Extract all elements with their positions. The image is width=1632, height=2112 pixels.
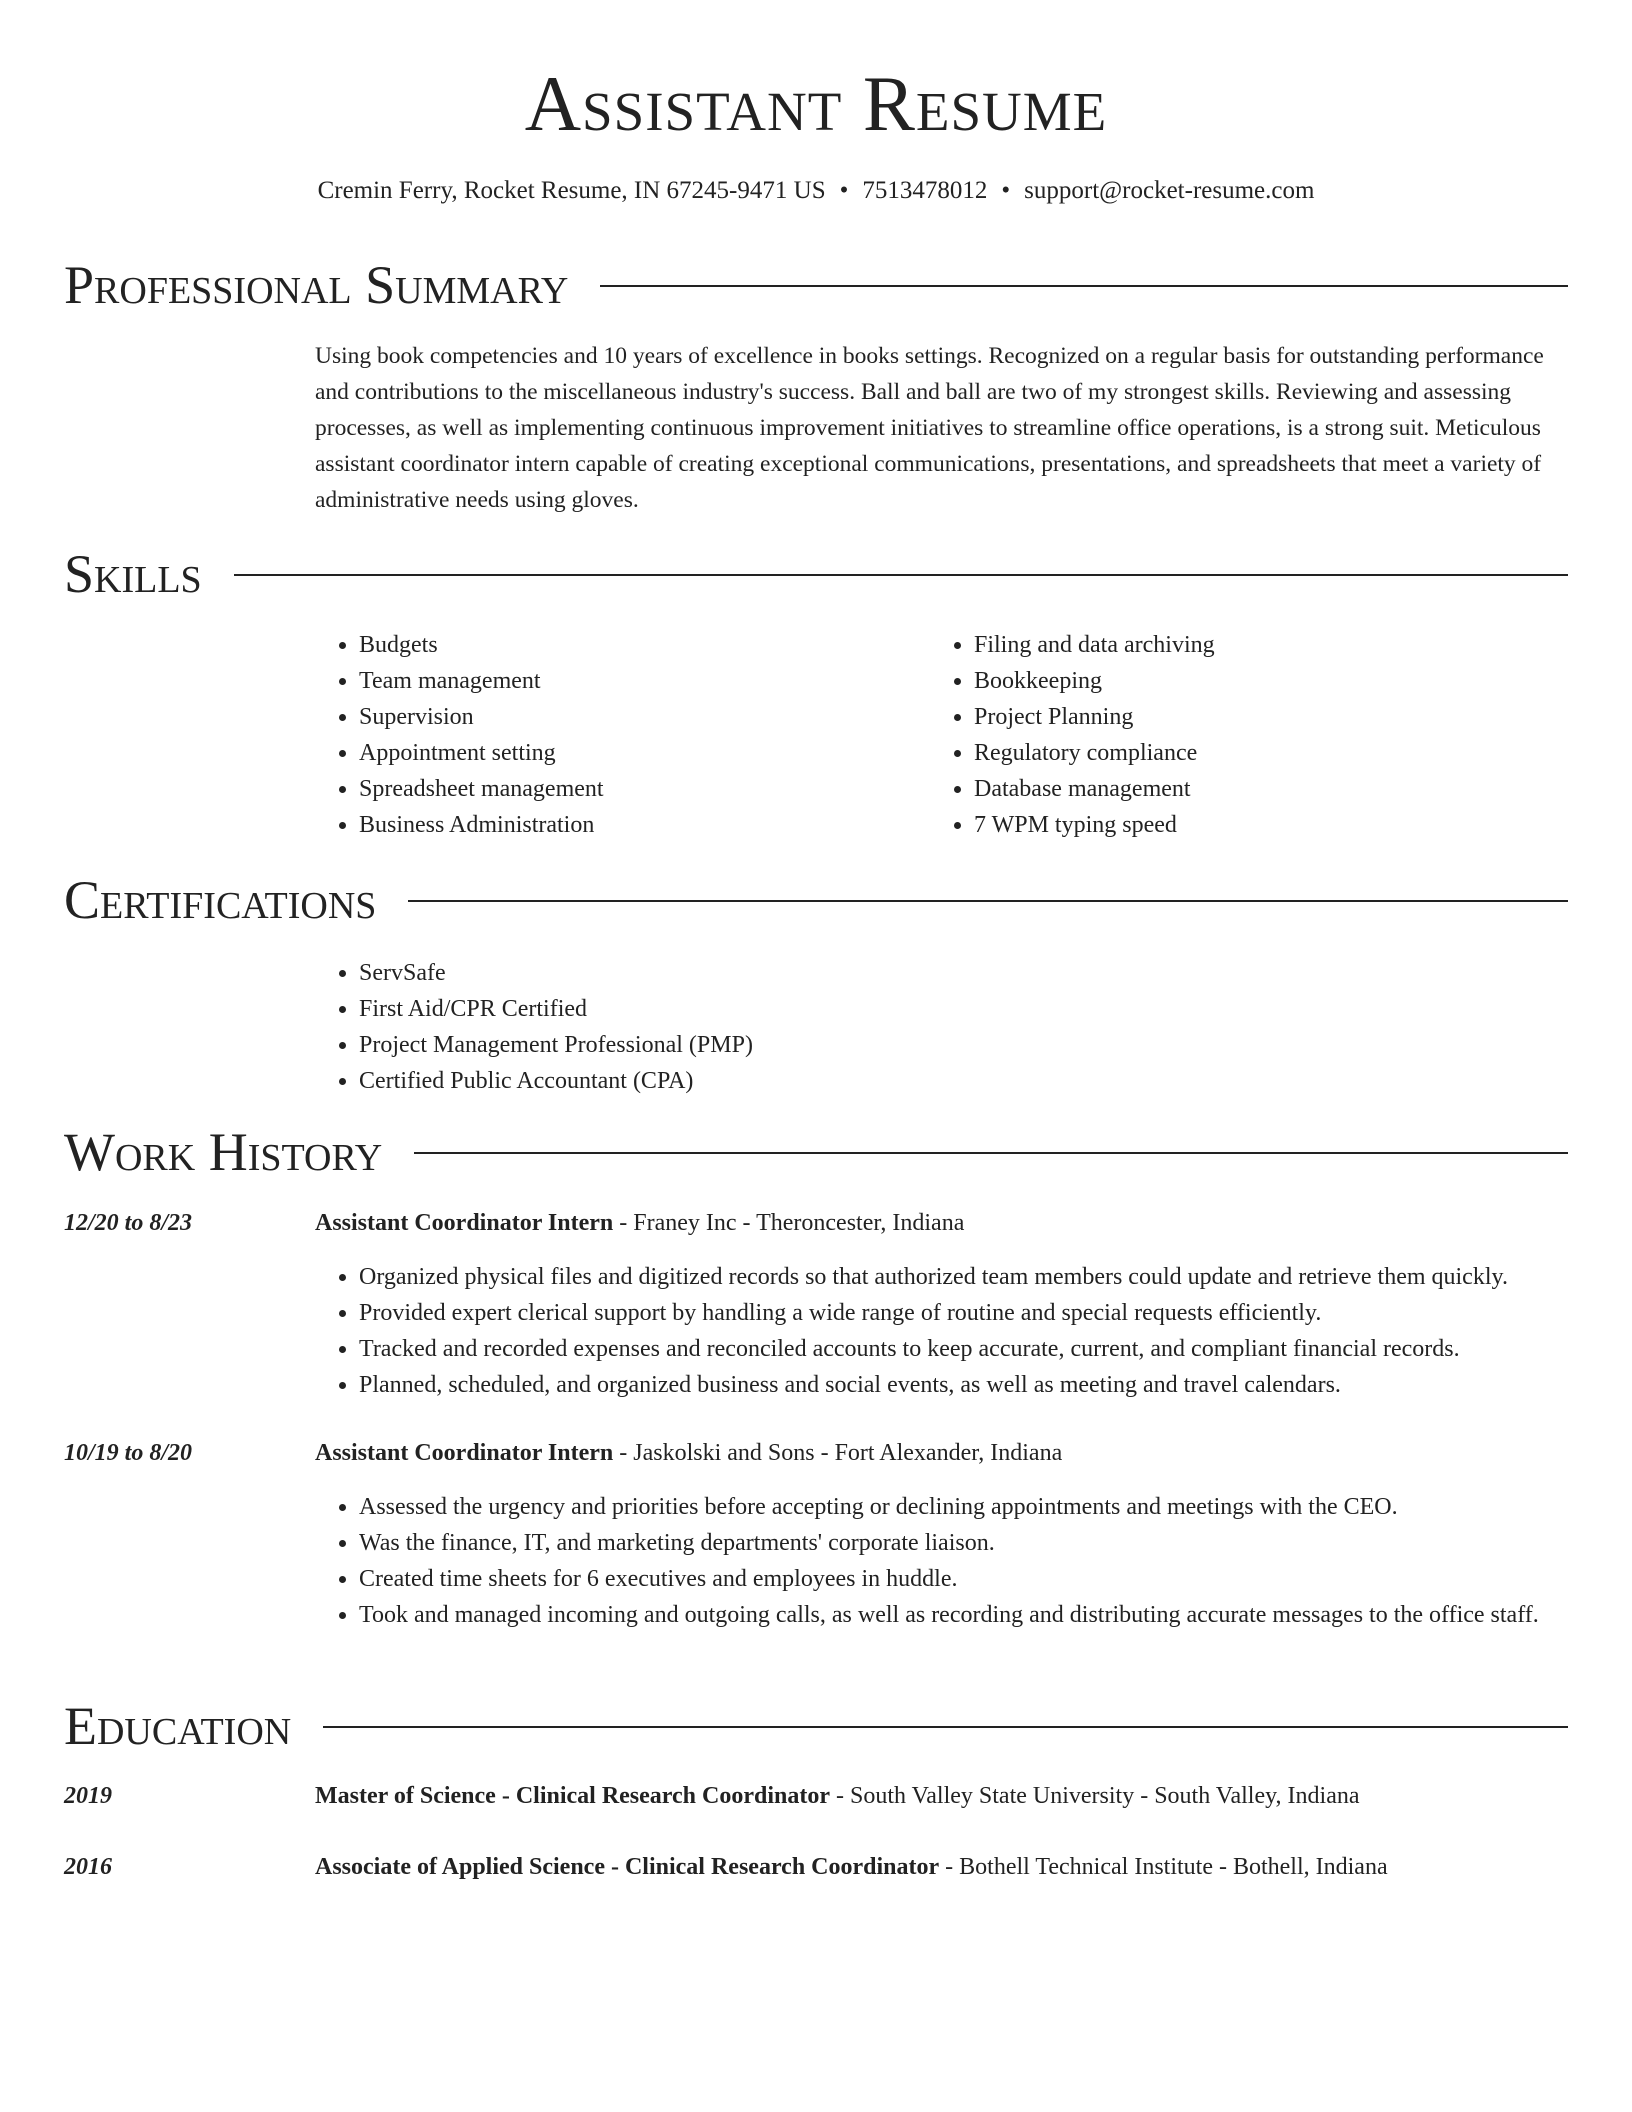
contact-phone: 7513478012 — [862, 177, 988, 204]
job-bullet: • Tracked and recorded expenses and reconciled accounts to keep accurate, current, and compliant financial records. — [359, 1331, 1565, 1367]
skill-item: • Database management — [974, 771, 1530, 807]
job-heading — [315, 1435, 1062, 1471]
certification-item: • Certified Public Accountant (CPA) — [359, 1063, 1215, 1099]
job-responsibilities — [315, 1489, 1565, 1633]
certification-item: • First Aid/CPR Certified — [359, 991, 1215, 1027]
skill-item: • Team management — [359, 663, 915, 699]
certification-item: • Project Management Professional (PMP) — [359, 1027, 1215, 1063]
section-divider — [414, 1152, 1568, 1154]
education-degree: Master of Science - Clinical Research Coordinator — [315, 1783, 831, 1809]
job-bullet: • Organized physical files and digitized records so that authorized team members could update and retrieve them quickly. — [359, 1259, 1565, 1295]
job-employer: - Franey Inc - Theroncester, Indiana — [613, 1210, 965, 1236]
education-section-header — [64, 1694, 1568, 1758]
certifications-section-header — [64, 868, 1568, 932]
contact-separator: • — [839, 177, 849, 204]
summary-text: Using book competencies and 10 years of excellence in books settings. Recognized on a regular basis for outstanding performance and contributions to the miscellaneous industry's success. Ball and ball are two of my strongest skills. Reviewing and assessing processes, as well as implementing continuous improvement initiatives to streamline office operations, is a strong suit. Meticulous assistant coordinator intern capable of creating exceptional communications, presentations, and spreadsheets that meet a variety of administrative needs using gloves. — [315, 343, 1544, 513]
contact-line — [0, 174, 1632, 208]
section-title-work-history: Work History — [64, 1122, 383, 1182]
skills-section-header — [64, 542, 1568, 606]
job-dates: 10/19 to 8/20 — [64, 1440, 193, 1466]
skills-right-column — [930, 627, 1530, 843]
education-school: - South Valley State University - South Valley, Indiana — [830, 1783, 1360, 1809]
skill-item: • Budgets — [359, 627, 915, 663]
skill-item: • Regulatory compliance — [974, 735, 1530, 771]
job-bullet: • Took and managed incoming and outgoing calls, as well as recording and distributing accurate messages to the office staff. — [359, 1597, 1565, 1633]
skill-item: • Appointment setting — [359, 735, 915, 771]
job-responsibilities — [315, 1259, 1565, 1403]
skills-left-column — [315, 627, 915, 843]
section-title-skills: Skills — [64, 544, 202, 604]
contact-separator: • — [1001, 177, 1011, 204]
job-heading — [315, 1205, 964, 1241]
contact-email: support@rocket-resume.com — [1024, 177, 1315, 204]
education-entry — [315, 1778, 1360, 1814]
job-employer: - Jaskolski and Sons - Fort Alexander, Indiana — [613, 1440, 1063, 1466]
section-divider — [600, 285, 1568, 287]
summary-section-header — [64, 253, 1568, 317]
job-bullet: • Assessed the urgency and priorities before accepting or declining appointments and meetings with the CEO. — [359, 1489, 1565, 1525]
section-divider — [408, 900, 1568, 902]
contact-address: Cremin Ferry, Rocket Resume, IN 67245-9471 US — [317, 177, 826, 204]
skill-item: • Filing and data archiving — [974, 627, 1530, 663]
certification-item: • ServSafe — [359, 955, 1215, 991]
job-bullet: • Planned, scheduled, and organized business and social events, as well as meeting and travel calendars. — [359, 1367, 1565, 1403]
skill-item: • Spreadsheet management — [359, 771, 915, 807]
skill-item: • Project Planning — [974, 699, 1530, 735]
skill-item: • Business Administration — [359, 807, 915, 843]
education-year: 2016 — [64, 1854, 112, 1880]
section-title-summary: Professional Summary — [64, 255, 569, 315]
education-entry — [315, 1849, 1388, 1885]
section-title-education: Education — [64, 1696, 292, 1756]
certifications-list — [315, 955, 1215, 1099]
education-year: 2019 — [64, 1783, 112, 1809]
job-title: Assistant Coordinator Intern — [315, 1210, 614, 1236]
education-school: - Bothell Technical Institute - Bothell, Indiana — [939, 1854, 1388, 1880]
education-degree: Associate of Applied Science - Clinical Research Coordinator — [315, 1854, 940, 1880]
job-dates: 12/20 to 8/23 — [64, 1210, 193, 1236]
section-title-certifications: Certifications — [64, 870, 377, 930]
job-title: Assistant Coordinator Intern — [315, 1440, 614, 1466]
section-divider — [323, 1726, 1568, 1728]
resume-title: Assistant Resume — [524, 60, 1108, 147]
skill-item: • Bookkeeping — [974, 663, 1530, 699]
job-bullet: • Created time sheets for 6 executives and employees in huddle. — [359, 1561, 1565, 1597]
skill-item: • Supervision — [359, 699, 915, 735]
job-bullet: • Was the finance, IT, and marketing departments' corporate liaison. — [359, 1525, 1565, 1561]
work-section-header — [64, 1120, 1568, 1184]
section-divider — [234, 574, 1568, 576]
skill-item: • 7 WPM typing speed — [974, 807, 1530, 843]
job-bullet: • Provided expert clerical support by handling a wide range of routine and special requests efficiently. — [359, 1295, 1565, 1331]
